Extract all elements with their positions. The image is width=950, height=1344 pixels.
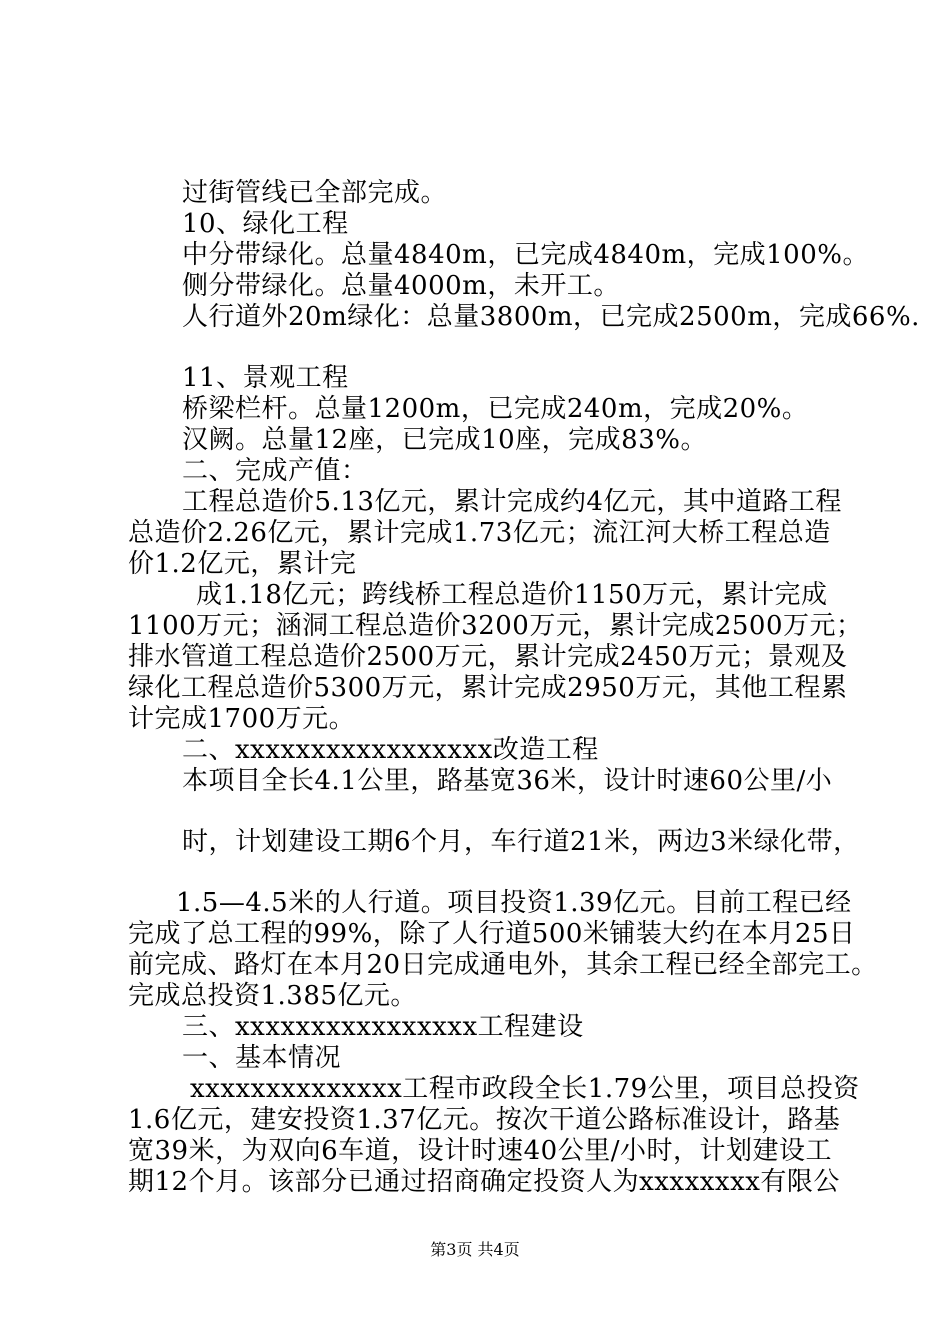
text-line-4: 侧分带绿化。总量4000m，未开工。 <box>182 271 620 301</box>
text-line-7: 桥梁栏杆。总量1200m，已完成240m，完成20%。 <box>182 394 809 424</box>
text-line-24: 完成总投资1.385亿元。 <box>128 981 417 1011</box>
section-heading-basic-info: 一、基本情况 <box>182 1043 342 1073</box>
text-line-11: 总造价2.26亿元，累计完成1.73亿元；流江河大桥工程总造 <box>128 518 831 548</box>
text-line-30: 期12个月。该部分已通过招商确定投资人为xxxxxxxx有限公 <box>128 1167 840 1197</box>
text-line-12: 价1.2亿元，累计完 <box>128 549 357 579</box>
text-line-29: 宽39米，为双向6车道，设计时速40公里/小时，计划建设工 <box>128 1136 832 1166</box>
text-line-10: 工程总造价5.13亿元，累计完成约4亿元，其中道路工程 <box>182 487 842 517</box>
section-heading-renovation: 二、xxxxxxxxxxxxxxxxx改造工程 <box>182 735 599 765</box>
text-line-19: 本项目全长4.1公里，路基宽36米，设计时速60公里/小 <box>182 766 833 796</box>
text-line-1: 过街管线已全部完成。 <box>182 178 448 208</box>
text-line-20: 时，计划建设工期6个月，车行道21米，两边3米绿化带， <box>182 827 860 857</box>
text-line-3: 中分带绿化。总量4840m，已完成4840m，完成100%。 <box>182 240 869 270</box>
page-footer: 第3页 共4页 <box>430 1240 520 1259</box>
text-line-13: 成1.18亿元；跨线桥工程总造价1150万元，累计完成 <box>196 580 828 610</box>
text-line-21: 1.5—4.5米的人行道。项目投资1.39亿元。目前工程已经 <box>176 888 852 918</box>
section-heading-output: 二、完成产值： <box>182 456 368 486</box>
text-line-28: 1.6亿元，建安投资1.37亿元。按次干道公路标准设计，路基 <box>128 1105 841 1135</box>
text-line-22: 完成了总工程的99%，除了人行道500米铺装大约在本月25日 <box>128 919 856 949</box>
section-heading-greening: 10、绿化工程 <box>182 209 349 239</box>
text-line-5: 人行道外20m绿化：总量3800m，已完成2500m，完成66%. <box>182 302 920 332</box>
text-line-23: 前完成、路灯在本月20日完成通电外，其余工程已经全部完工。 <box>128 950 878 980</box>
text-line-15: 排水管道工程总造价2500万元，累计完成2450万元；景观及 <box>128 642 848 672</box>
text-line-16: 绿化工程总造价5300万元，累计完成2950万元，其他工程累 <box>128 673 848 703</box>
text-line-8: 汉阙。总量12座，已完成10座，完成83%。 <box>182 425 707 455</box>
section-heading-landscape: 11、景观工程 <box>182 363 349 393</box>
text-line-14: 1100万元；涵洞工程总造价3200万元，累计完成2500万元； <box>128 611 863 641</box>
section-heading-construction: 三、xxxxxxxxxxxxxxxx工程建设 <box>182 1012 584 1042</box>
text-line-27: xxxxxxxxxxxxxx工程市政段全长1.79公里，项目总投资 <box>190 1074 860 1104</box>
text-line-17: 计完成1700万元。 <box>128 704 356 734</box>
